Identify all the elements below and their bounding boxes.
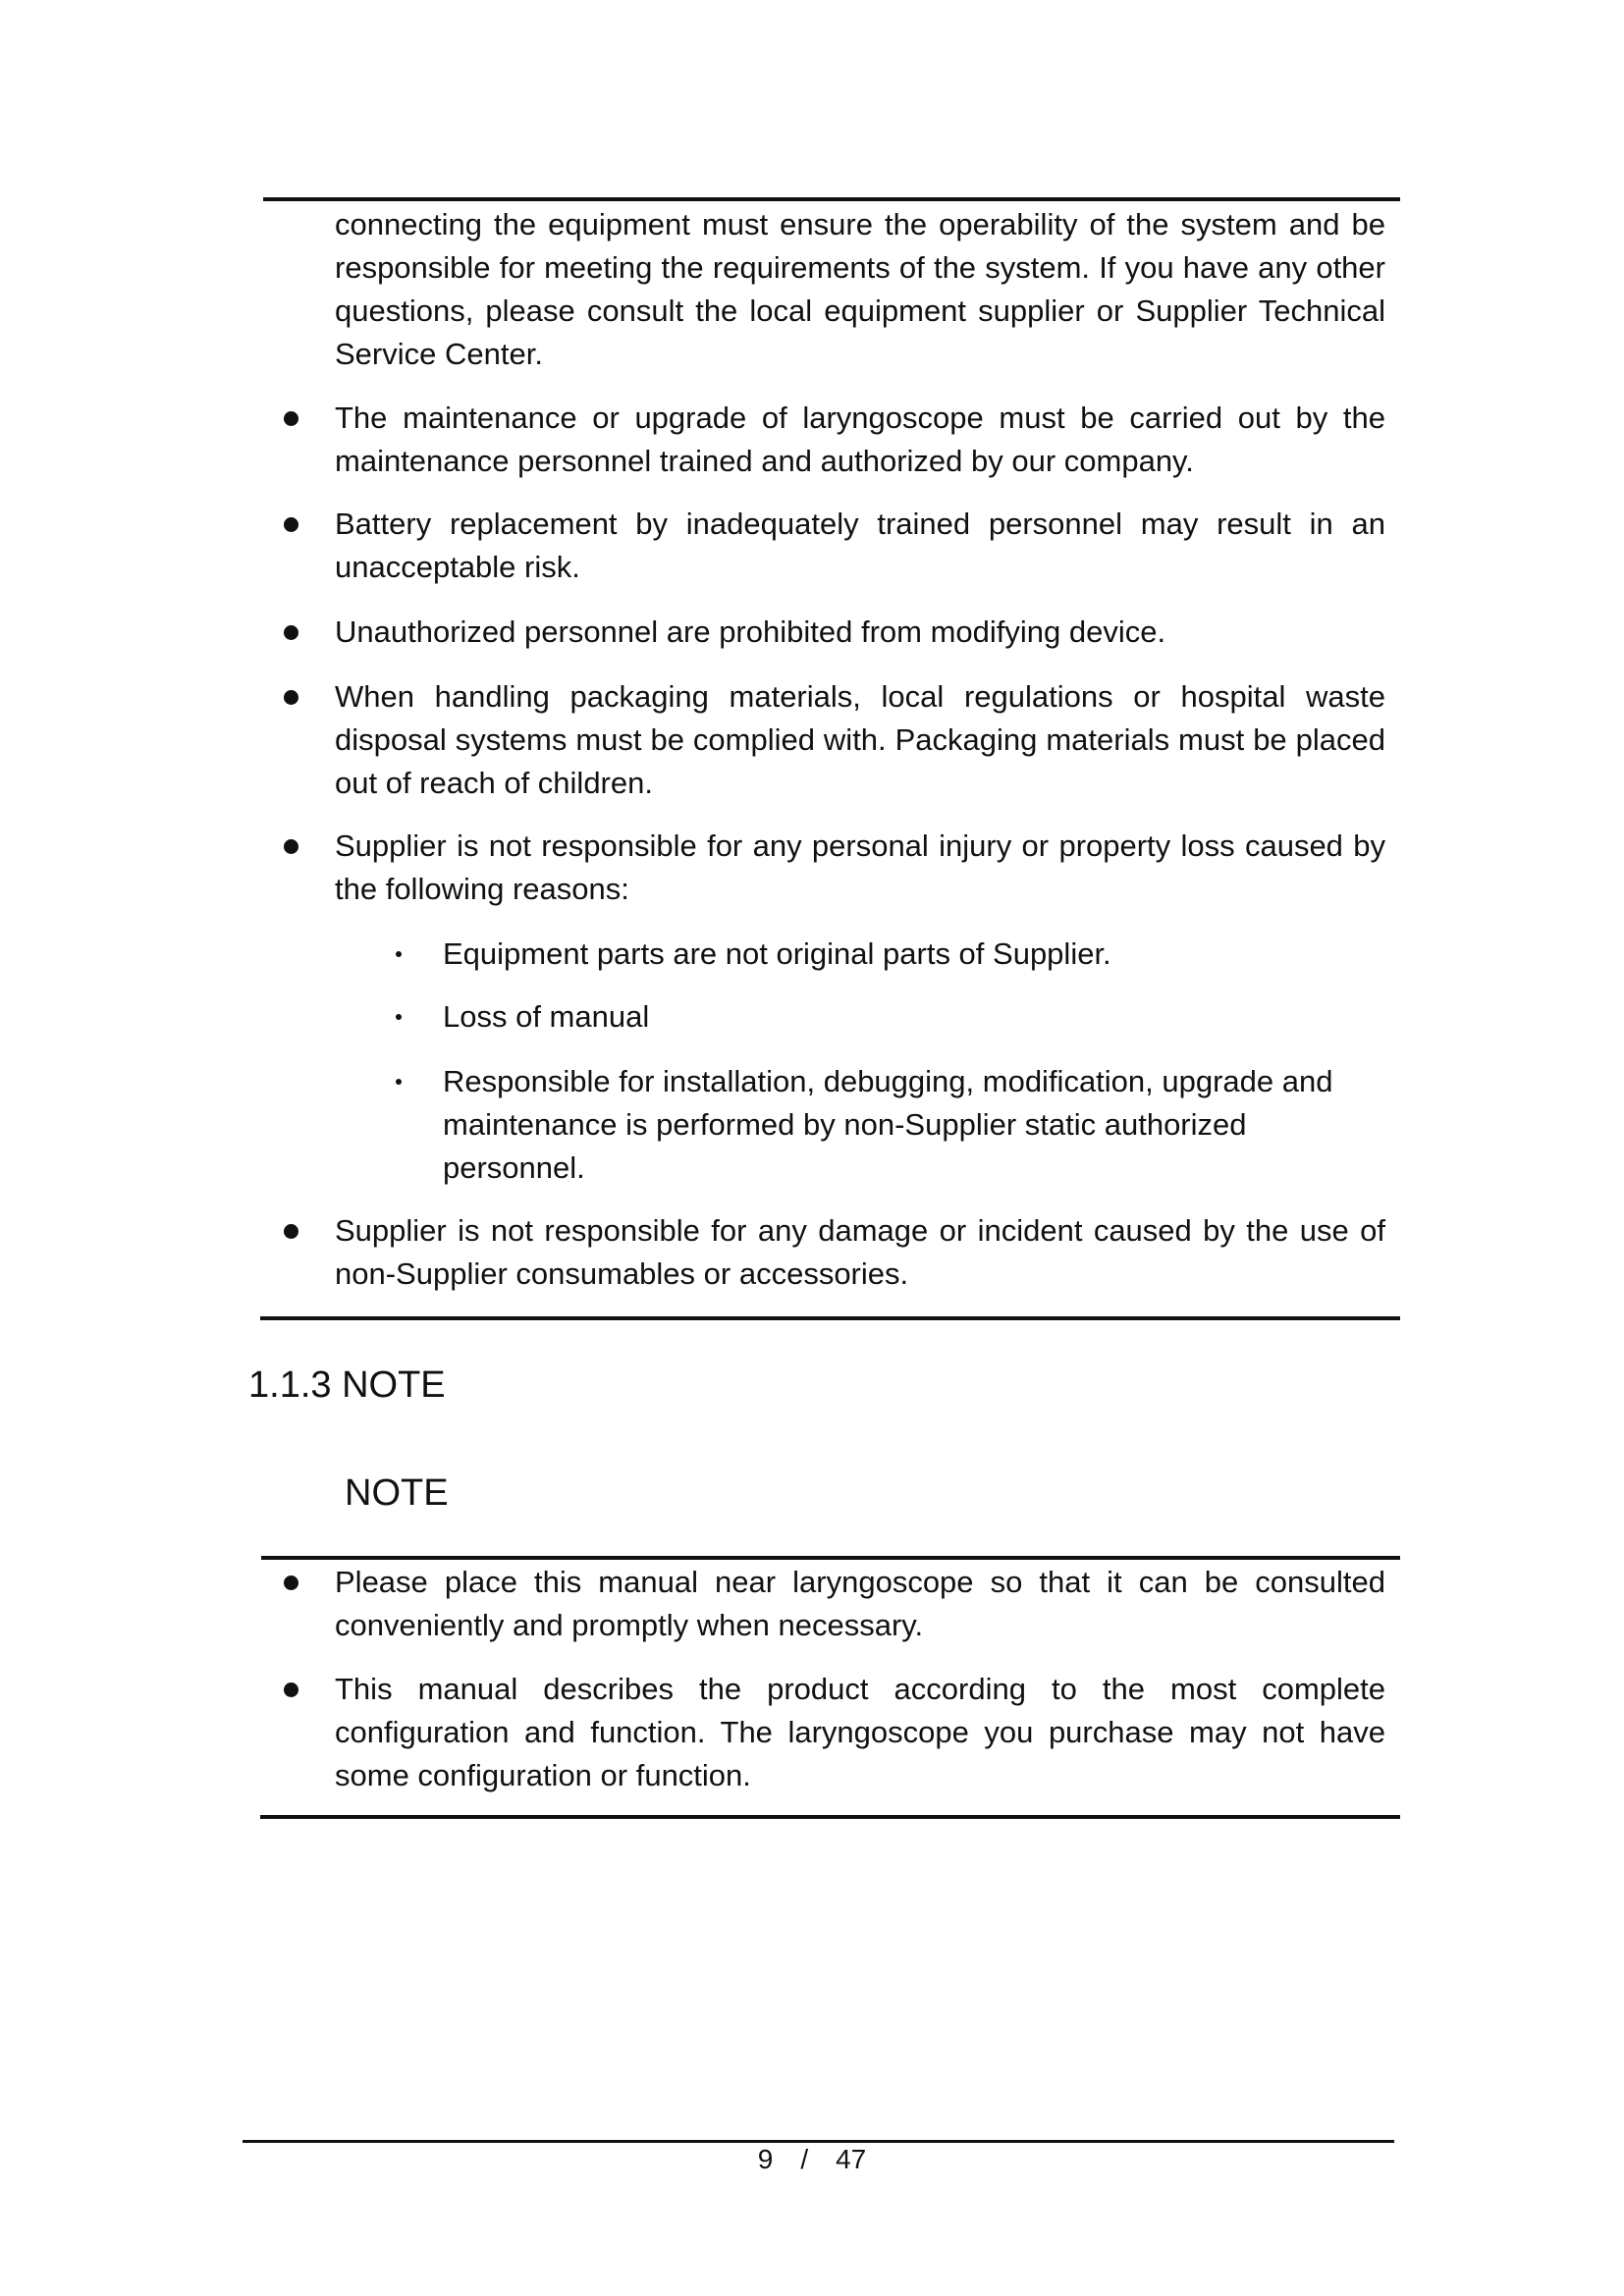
page-separator: / [800,2144,809,2174]
warning-item: Unauthorized personnel are prohibited from modifying device. [335,614,1166,649]
bullet-icon [284,839,298,854]
warning-top-rule [263,197,1400,201]
warning-bottom-rule [260,1316,1400,1320]
warning-item: Supplier is not responsible for any damage or incident caused by the use of non-Supplier consumables or accessories. [335,1213,1385,1291]
continuation-paragraph: connecting the equipment must ensure the operability of the system and be responsible for meeting the requirements of the system. If you have any other questions, please consult the local equipment supplier or Supplier Technical Service Center. [335,207,1385,371]
note-bottom-rule [260,1815,1400,1819]
bullet-icon [284,411,298,426]
warning-item: Supplier is not responsible for any personal injury or property loss caused by the following reasons: [335,828,1385,906]
sub-bullet-icon [396,951,402,957]
note-top-rule [261,1556,1400,1560]
section-heading: 1.1.3 NOTE [248,1364,446,1406]
footer-rule [243,2140,1394,2143]
note-label: NOTE [345,1472,449,1514]
sub-item: Loss of manual [443,999,650,1034]
bullet-icon [284,1682,298,1697]
page-number [0,2144,1624,2175]
note-item: Please place this manual near laryngoscope so that it can be consulted conveniently and promptly when necessary. [335,1565,1385,1642]
note-item: This manual describes the product according to the most complete configuration and function. The laryngoscope you purchase may not have some configuration or function. [335,1672,1385,1792]
bullet-icon [284,690,298,705]
bullet-icon [284,625,298,640]
sub-bullet-icon [396,1014,402,1020]
warning-item: Battery replacement by inadequately trained personnel may result in an unacceptable risk. [335,507,1385,584]
bullet-icon [284,517,298,532]
sub-item: Equipment parts are not original parts of Supplier. [443,936,1111,971]
sub-item: Responsible for installation, debugging, modification, upgrade and maintenance is performed by non-Supplier static authorized personnel. [443,1064,1333,1185]
current-page: 9 [757,2144,774,2174]
warning-item: The maintenance or upgrade of laryngoscope must be carried out by the maintenance personnel trained and authorized by our company. [335,400,1385,478]
total-pages: 47 [836,2144,867,2174]
sub-bullet-icon [396,1079,402,1085]
warning-item: When handling packaging materials, local regulations or hospital waste disposal systems must be complied with. Packaging materials must be placed out of reach of children. [335,679,1385,800]
bullet-icon [284,1224,298,1239]
bullet-icon [284,1575,298,1590]
